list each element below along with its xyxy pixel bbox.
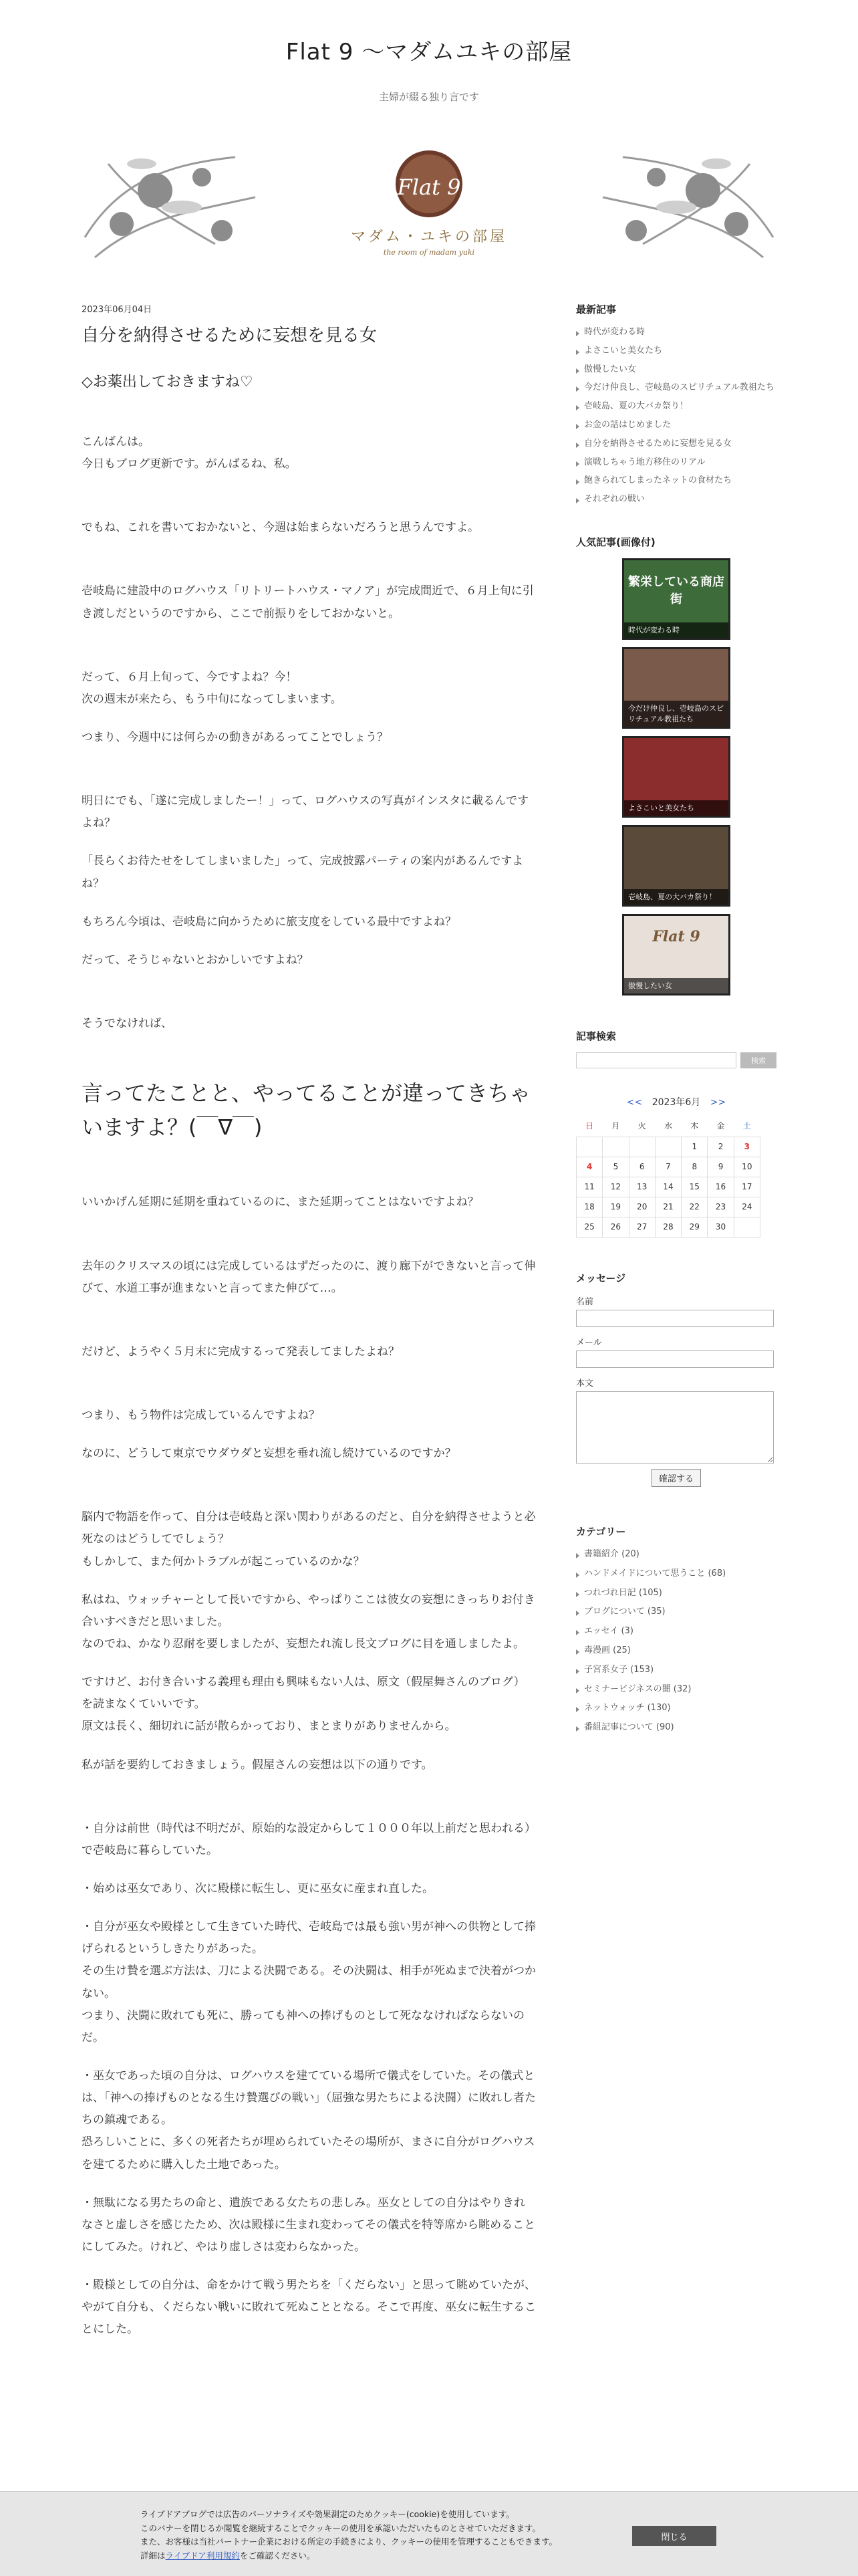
popular-posts-title: 人気記事(画像付): [576, 536, 656, 548]
recent-post-link[interactable]: 飽きられてしまったネットの食材たち: [576, 474, 776, 488]
article-paragraph: でもね、これを書いておかないと、今週は始まらないだろうと思うんですよ。: [82, 521, 479, 535]
article-paragraph: そうでなければ、: [82, 1016, 172, 1030]
calendar-day[interactable]: 5: [603, 1157, 629, 1177]
logo-caption: マダム・ユキの部屋: [350, 229, 507, 245]
article-paragraph: ・自分が巫女や殿様として生きていた時代、壱岐島では最も強い男が神への供物として捧げられるというしきたりがあった。 その生け贄を選ぶ方法は、刀による決闘である。その決闘は、相手が死ぬまで決着がつかない。 つまり、決闘に敗れても死に、勝っても神への捧げものとして死ななければならないのだ。: [82, 1920, 536, 2044]
calendar-day[interactable]: 29: [682, 1217, 708, 1237]
thumbnail-image-text: 繁栄している商店街: [628, 574, 724, 606]
calendar-day[interactable]: 6: [629, 1157, 655, 1177]
cookie-line-3: また、お客様は当社パートナー企業における所定の手続きにより、クッキーの使用を管理することもできます。: [140, 2537, 558, 2547]
popular-post-thumbnail[interactable]: [622, 558, 730, 640]
calendar-day: [603, 1137, 629, 1157]
message-name-input[interactable]: [576, 1310, 774, 1327]
calendar-day[interactable]: 27: [629, 1217, 655, 1237]
article-paragraph: ・無駄になる男たちの命と、遺族である女たちの悲しみ。巫女としての自分はやりきれなさと虚しさを感じたため、次は殿様に生まれ変わってその儀式を特等席から眺めることにしてみた。けれど、やはり虚しさは変わらなかった。: [82, 2196, 536, 2254]
site-title[interactable]: Flat 9 〜マダムユキの部屋: [285, 39, 573, 66]
calendar-day[interactable]: 13: [629, 1177, 655, 1197]
article-paragraph: こんばんは。 今日もブログ更新です。がんばるね、私。: [82, 435, 297, 471]
article-paragraph: つまり、もう物件は完成しているんですよね？: [82, 1409, 320, 1423]
calendar-weekday-row: [577, 1115, 760, 1137]
article-body-part1: [82, 431, 536, 1035]
popular-post-caption: 今だけ仲良し、壱岐島のスピリチュアル教祖たち: [624, 701, 728, 727]
recent-posts-list: [576, 326, 776, 507]
popular-post-caption: 壱岐島、夏の大バカ祭り！: [624, 889, 728, 905]
message-body-label: 本文: [576, 1378, 594, 1389]
recent-post-link[interactable]: お金の話はじめました: [576, 419, 776, 433]
category-link[interactable]: 毒漫画 (25): [576, 1644, 776, 1658]
article-paragraph: 去年のクリスマスの頃には完成しているはずだったのに、渡り廊下ができないと言って伸びて、水道工事が進まないと言ってまた伸びて…。: [82, 1259, 536, 1295]
calendar-week-row: [577, 1177, 760, 1197]
calendar-day[interactable]: 4: [577, 1157, 603, 1177]
cookie-line-4-pre: 詳細は: [140, 2550, 166, 2561]
message-email-label: メール: [576, 1337, 602, 1348]
post-lead: ◇お薬出しておきますね♡: [82, 374, 253, 390]
category-link[interactable]: ブログについて (35): [576, 1605, 776, 1619]
popular-post-thumbnail[interactable]: [622, 825, 730, 907]
category-link[interactable]: つれづれ日記 (105): [576, 1587, 776, 1601]
calendar-weekday: 金: [716, 1121, 725, 1131]
cookie-line-4-post: をご確認ください。: [239, 2550, 315, 2561]
search-button[interactable]: 検索: [740, 1052, 776, 1068]
message-form: [576, 1271, 776, 1487]
message-name-label: 名前: [576, 1296, 594, 1307]
calendar-day[interactable]: 22: [682, 1197, 708, 1217]
article-paragraph: だけど、ようやく５月末に完成するって発表してましたよね？: [82, 1344, 400, 1359]
article-paragraph: ・始めは巫女であり、次に殿様に転生し、更に巫女に産まれ直した。: [82, 1882, 434, 1896]
recent-post-link[interactable]: 演戦しちゃう地方移住のリアル: [576, 456, 776, 470]
calendar-day: [629, 1137, 655, 1157]
article-paragraph: いいかげん延期に延期を重ねているのに、また延期ってことはないですよね？: [82, 1195, 479, 1209]
article-paragraph: ・自分は前世（時代は不明だが、原始的な設定からして１０００年以上前だと思われる）で壱岐島に暮らしていた。: [82, 1821, 536, 1857]
calendar-day: [577, 1137, 603, 1157]
popular-post-caption: 傲慢したい女: [624, 978, 728, 993]
paragraph-spacer: [82, 1792, 536, 1818]
cookie-close-button[interactable]: 閉じる: [632, 2526, 716, 2546]
calendar-weekday: 木: [690, 1121, 699, 1131]
category-list: [576, 1548, 776, 1735]
recent-post-link[interactable]: 今だけ仲良し、壱岐島のスピリチュアル教祖たち: [576, 381, 776, 395]
calendar-day[interactable]: 9: [708, 1157, 734, 1177]
logo-subcaption: the room of madam yuki: [383, 248, 475, 257]
message-title: メッセージ: [576, 1272, 626, 1284]
paragraph-spacer: [82, 765, 536, 790]
article-paragraph: 私はね、ウォッチャーとして長いですから、やっぱりここは彼女の妄想にきっちりお付き合いすべきだと思いました。 なのでね、かなり忍耐を要しましたが、妄想たれ流し長文ブログに目を通しましたよ。: [82, 1593, 535, 1651]
paragraph-spacer: [82, 1379, 536, 1405]
calendar-day[interactable]: 12: [603, 1177, 629, 1197]
calendar-next-link[interactable]: >>: [710, 1096, 726, 1108]
recent-post-link[interactable]: それぞれの戦い: [576, 493, 776, 507]
cookie-line-4: [140, 2549, 621, 2563]
article: [82, 302, 536, 2357]
calendar-day: [655, 1137, 681, 1157]
recent-post-link[interactable]: 傲慢したい女: [576, 363, 776, 377]
recent-post-link[interactable]: 自分を納得させるために妄想を見る女: [576, 437, 776, 451]
article-paragraph: ですけど、お付き合いする義理も理由も興味もない人は、原文（假屋舞さんのブログ）を読まなくていいです。 原文は長く、細切れに話が散らかっており、まとまりがありませんから。: [82, 1675, 525, 1734]
recent-posts-title: 最新記事: [576, 304, 617, 316]
calendar-weekday: 日: [585, 1121, 594, 1131]
calendar-day[interactable]: 10: [734, 1157, 760, 1177]
popular-post-thumbnail[interactable]: [622, 736, 730, 818]
calendar-weekday: 水: [664, 1121, 672, 1131]
popular-posts-list: [576, 558, 776, 996]
calendar-weekday: 火: [637, 1121, 646, 1131]
category-link[interactable]: 書籍紹介 (20): [576, 1548, 776, 1562]
calendar-day[interactable]: 21: [655, 1197, 681, 1217]
popular-post-thumbnail[interactable]: [622, 914, 730, 996]
cookie-line-1: ライブドアブログでは広告のパーソナライズや効果測定のためクッキー(cookie)を使用しています。: [140, 2509, 515, 2519]
article-body-part2: [82, 1191, 536, 2341]
category-title: カテゴリー: [576, 1525, 626, 1538]
calendar-day[interactable]: 14: [655, 1177, 681, 1197]
calendar-day[interactable]: 24: [734, 1197, 760, 1217]
article-paragraph: だって、そうじゃないとおかしいですよね？: [82, 953, 309, 967]
article-paragraph: ・巫女であった頃の自分は、ログハウスを建てている場所で儀式をしていた。その儀式とは、「神への捧げものとなる生け贄選びの戦い」（屈強な男たちによる決闘）に敗れし者たちの鎮魂である。 恐ろしいことに、多くの死者たちが埋められていたその場所が、まさに自分がログハウスを建てるために購入した土地であった。: [82, 2069, 536, 2172]
search-input[interactable]: [576, 1052, 736, 1068]
message-email-input[interactable]: [576, 1351, 774, 1368]
calendar-week-row: [577, 1157, 760, 1177]
paragraph-spacer: [82, 1230, 536, 1256]
calendar-week-row: [577, 1217, 760, 1237]
category-link[interactable]: セミナービジネスの闇 (32): [576, 1683, 776, 1697]
terms-link[interactable]: ライブドア利用規約: [165, 2550, 240, 2561]
calendar-day[interactable]: 18: [577, 1197, 603, 1217]
calendar-day[interactable]: 15: [682, 1177, 708, 1197]
article-paragraph: もちろん今頃は、壱岐島に向かうために旅支度をしている最中ですよね？: [82, 915, 456, 929]
post-date: 2023年06月04日: [82, 305, 152, 315]
calendar-day[interactable]: 25: [577, 1217, 603, 1237]
calendar-day[interactable]: 1: [682, 1137, 708, 1157]
article-paragraph: ・殿様としての自分は、命をかけて戦う男たちを「くだらない」と思って眺めていたが、やがて自分も、くだらない戦いに敗れて死ぬこととなる。そこで再度、巫女に転生することにした。: [82, 2278, 536, 2337]
popular-post-caption: 時代が変わる時: [624, 622, 728, 638]
calendar-day[interactable]: 23: [708, 1197, 734, 1217]
cookie-line-2: このバナーを閉じるか閲覧を継続することでクッキーの使用を承認いただいたものとさせていただきます。: [140, 2523, 541, 2533]
message-confirm-button[interactable]: 確認する: [652, 1469, 701, 1487]
popular-post-thumbnail[interactable]: [622, 647, 730, 729]
category-link[interactable]: エッセイ (3): [576, 1625, 776, 1639]
recent-post-link[interactable]: 壱岐島、夏の大バカ祭り！: [576, 400, 776, 414]
calendar-day[interactable]: 26: [603, 1217, 629, 1237]
calendar-day[interactable]: 2: [708, 1137, 734, 1157]
header-banner[interactable]: [82, 137, 776, 267]
site-description: 主婦が綴る独り言です: [378, 91, 479, 103]
paragraph-spacer: [82, 987, 536, 1013]
search-title: 記事検索: [576, 1030, 617, 1042]
paragraph-spacer: [82, 1481, 536, 1506]
search-form: [576, 1052, 776, 1068]
article-paragraph: 「長らくお待たせをしてしまいました」って、完成披露パーティの案内があるんですよね？: [82, 854, 524, 891]
category-link[interactable]: 子宮系女子 (153): [576, 1663, 776, 1677]
calendar-day[interactable]: 28: [655, 1217, 681, 1237]
calendar-day: [734, 1217, 760, 1237]
recent-post-link[interactable]: 時代が変わる時: [576, 326, 776, 340]
calendar-day[interactable]: 30: [708, 1217, 734, 1237]
recent-post-link[interactable]: よさこいと美女たち: [576, 344, 776, 358]
category-link[interactable]: 番組記事について (90): [576, 1721, 776, 1735]
calendar-header: [576, 1095, 776, 1108]
calendar-week-row: [577, 1197, 760, 1217]
logo-mark: Flat 9: [397, 174, 461, 200]
paragraph-spacer: [82, 555, 536, 580]
article-paragraph: だって、６月上旬って、今ですよね？今！ 次の週末が来たら、もう中旬になってしまいます。: [82, 670, 342, 706]
calendar-day[interactable]: 19: [603, 1197, 629, 1217]
article-paragraph: 明日にでも、「遂に完成しましたー！」って、ログハウスの写真がインスタに載るんですよね？: [82, 794, 529, 830]
paragraph-spacer: [82, 1316, 536, 1341]
paragraph-spacer: [82, 491, 536, 517]
calendar-day[interactable]: 11: [577, 1177, 603, 1197]
paragraph-spacer: [82, 641, 536, 667]
calendar-week-row: [577, 1137, 760, 1157]
article-paragraph: 脳内で物語を作って、自分は壱岐島と深い関わりがあるのだと、自分を納得させようと必死なのはどうしてでしょう？ もしかして、また何かトラブルが起こっているのかな？: [82, 1510, 536, 1568]
category-link[interactable]: ハンドメイドについて思うこと (68): [576, 1567, 776, 1581]
calendar-day[interactable]: 8: [682, 1157, 708, 1177]
calendar-weekday: 月: [611, 1121, 620, 1131]
calendar-day[interactable]: 3: [734, 1137, 760, 1157]
calendar-weekday: 土: [742, 1121, 751, 1131]
calendar-day[interactable]: 20: [629, 1197, 655, 1217]
calendar-day[interactable]: 16: [708, 1177, 734, 1197]
message-body-input[interactable]: [576, 1391, 774, 1463]
post-title[interactable]: 自分を納得させるために妄想を見る女: [82, 326, 378, 346]
article-paragraph: 私が話を要約しておきましょう。假屋さんの妄想は以下の通りです。: [82, 1758, 433, 1772]
calendar: [576, 1115, 760, 1238]
calendar-month: 2023年6月: [652, 1096, 701, 1108]
thumbnail-image-text: Flat 9: [652, 927, 700, 945]
article-paragraph: なのに、どうして東京でウダウダと妄想を垂れ流し続けているのですか？: [82, 1447, 456, 1461]
cookie-text: [140, 2508, 621, 2563]
category-link[interactable]: ネットウォッチ (130): [576, 1702, 776, 1716]
popular-post-caption: よさこいと美女たち: [624, 800, 728, 816]
article-heading: 言ってたことと、やってることが違ってきちゃいますよ？(￣∇￣): [82, 1080, 531, 1141]
cookie-banner: [0, 2491, 858, 2576]
calendar-day[interactable]: 17: [734, 1177, 760, 1197]
calendar-prev-link[interactable]: <<: [626, 1096, 643, 1108]
article-paragraph: つまり、今週中には何らかの動きがあるってことでしょう？: [82, 730, 388, 744]
sidebar: [576, 302, 776, 1740]
calendar-day[interactable]: 7: [655, 1157, 681, 1177]
article-paragraph: 壱岐島に建設中のログハウス「リトリートハウス・マノア」が完成間近で、６月上旬に引き渡しだというのですから、ここで前振りをしておかないと。: [82, 584, 534, 620]
